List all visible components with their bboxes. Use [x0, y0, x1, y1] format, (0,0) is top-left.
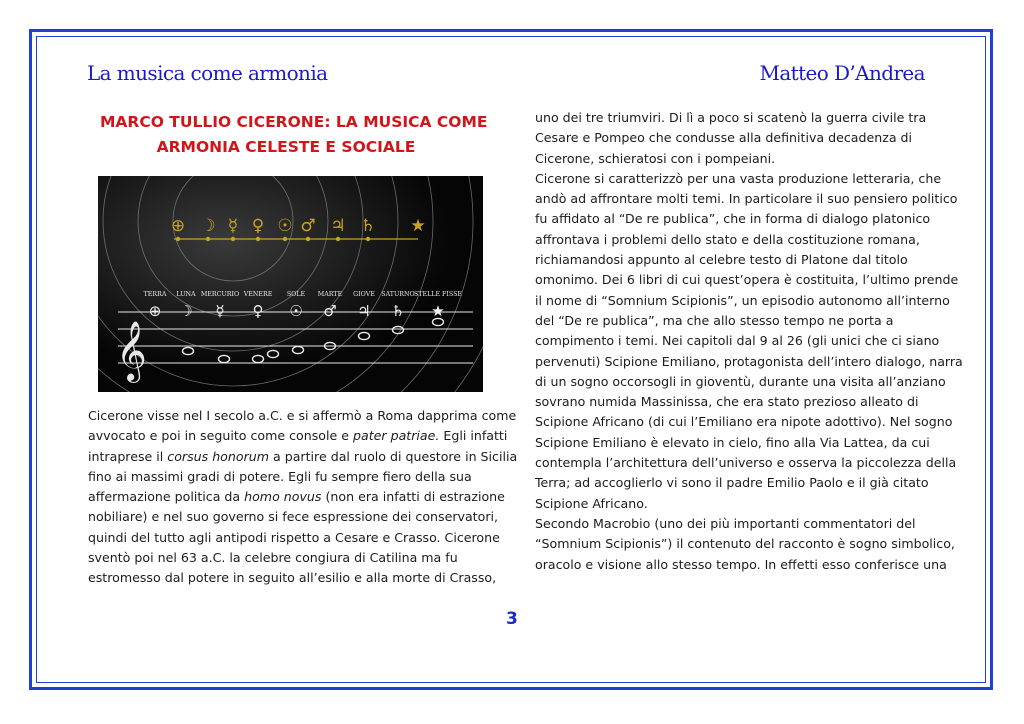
planet-symbol: ♀ — [251, 216, 265, 236]
staff-planet-symbol: ☉ — [289, 302, 303, 320]
left-line: intraprese il corsus honorum a partire dal ruolo di questore in Sicilia — [88, 448, 518, 464]
right-line: omonimo. Dei 6 libri di cui quest’opera è costituita, l’ultimo prende — [535, 272, 959, 288]
right-line: il nome di “Somnium Scipionis”, un episodio autonomo all’interno — [535, 292, 950, 308]
axis-dot — [256, 237, 260, 241]
axis-dot — [283, 237, 287, 241]
right-line: del “De re publica”, ma che allo stesso tempo ne porta a — [535, 312, 894, 328]
right-line: di un sogno occorsogli in gioventù, durante una visita all’anziano — [535, 373, 946, 389]
right-line: compimento i temi. Nei capitoli dal 9 al 26 (gli unici che ci siano — [535, 333, 940, 349]
section-title-line-1: MARCO TULLIO CICERONE: LA MUSICA COME — [100, 113, 488, 131]
left-line: affermazione politica da homo novus (non era infatti di estrazione — [88, 489, 505, 505]
axis-dot — [336, 237, 340, 241]
right-line: uno dei tre triumviri. Di lì a poco si scatenò la guerra civile tra — [535, 110, 927, 125]
figure-drawing — [98, 176, 483, 392]
axis-dot — [231, 237, 235, 241]
header-author: Matteo D’Andrea — [759, 61, 925, 85]
right-line: oracolo e visione allo stesso tempo. In effetti esso conferisce una — [535, 556, 947, 572]
right-line: affrontava i problemi dello stato e della costituzione romana, — [535, 231, 920, 247]
right-line: pervenuti) Scipione Emiliano, protagonista dell’intero dialogo, narra — [535, 353, 963, 369]
planet-symbol: ♃ — [330, 216, 346, 236]
right-line: richiamandosi appunto al celebre testo di Platone dal titolo — [535, 252, 908, 268]
staff-planet-symbol: ☿ — [215, 302, 225, 320]
planet-label: LUNA — [176, 291, 196, 298]
left-line: quindi del tutto agli antipodi rispetto a Cesare e Crasso. Cicerone — [88, 529, 500, 545]
axis-dot — [306, 237, 310, 241]
planet-symbol: ★ — [410, 216, 426, 236]
planet-label: MERCURIO — [200, 291, 240, 298]
treble-clef-icon: 𝄞 — [116, 321, 147, 381]
staff-planet-symbol: ♃ — [357, 302, 371, 320]
right-line: Scipione Africano. — [535, 495, 648, 511]
planet-symbol: ♂ — [300, 216, 316, 236]
right-line: Cicerone, schieratosi con i pompeiani. — [535, 150, 776, 166]
axis-dot — [206, 237, 210, 241]
planet-label: VENERE — [243, 291, 273, 298]
right-line: Scipione Emiliano è elevato in cielo, fino alla Via Lattea, da cui — [535, 434, 930, 450]
left-line: nobiliare) e nel suo governo si fece espressione dei conservatori, — [88, 509, 499, 525]
planet-label: TERRA — [143, 291, 167, 298]
left-line: estromesso dal potere in seguito all’esilio e alla morte di Crasso, — [88, 570, 497, 586]
planet-symbol: ♄ — [360, 216, 376, 236]
right-column-text — [535, 108, 963, 575]
planet-symbol: ☽ — [200, 216, 216, 236]
axis-dot — [176, 237, 180, 241]
planet-labels — [144, 291, 463, 298]
planet-label: STELLE FISSE — [413, 291, 463, 298]
header-title: La musica come armonia — [87, 61, 328, 85]
staff-planet-symbol: ☽ — [179, 302, 193, 320]
axis-dot — [366, 237, 370, 241]
planet-label: SOLE — [286, 291, 306, 298]
planet-symbol: ⊕ — [170, 216, 186, 236]
staff-planet-symbol: ♄ — [391, 302, 405, 320]
right-line: Scipione Africano (di cui l’Emiliano era nipote adottivo). Nel sogno — [535, 414, 953, 430]
right-line: sovrano numida Massinissa, che era stato prezioso alleato di — [535, 394, 919, 410]
right-line: Terra; ad accoglierlo vi sono il padre Emilio Paolo e il già citato — [535, 475, 929, 491]
planet-label: SATURNO — [381, 291, 415, 298]
right-line: “Somnium Scipionis”) il contenuto del racconto è sogno simbolico, — [535, 536, 955, 552]
italic-term: pater patriae. — [353, 428, 440, 444]
left-line: fino ai massimi gradi di potere. Egli fu sempre fiero della sua — [88, 468, 472, 484]
page-number: 3 — [506, 609, 518, 629]
right-line: Secondo Macrobio (uno dei più importanti commentatori del — [535, 515, 916, 531]
right-line: Cesare e Pompeo che condusse alla definitiva decadenza di — [535, 130, 913, 146]
right-line: fu affidato al “De re publica”, che in forma di dialogo platonico — [535, 211, 931, 227]
planet-symbol: ☉ — [277, 216, 293, 236]
right-line: andò ad affrontare molti temi. In particolare il suo pensiero politico — [535, 191, 958, 207]
section-title-line-2: ARMONIA CELESTE E SOCIALE — [156, 138, 416, 156]
planet-label: MARTE — [317, 291, 343, 298]
italic-term: homo novus — [244, 489, 322, 505]
staff-planet-symbol: ♂ — [323, 302, 337, 320]
right-line: Cicerone si caratterizzò per una vasta produzione letteraria, che — [535, 170, 942, 186]
planet-symbol: ☿ — [227, 216, 239, 236]
staff-planet-symbol: ♀ — [252, 302, 264, 320]
italic-term: corsus honorum — [167, 448, 269, 464]
section-title — [100, 110, 488, 160]
left-line: Cicerone visse nel I secolo a.C. e si affermò a Roma dapprima come — [88, 408, 517, 423]
right-line: contempla l’architettura dell’universo e osserva la piccolezza della — [535, 455, 957, 471]
harmony-of-spheres-figure — [98, 176, 483, 392]
staff-planet-symbol: ⊕ — [148, 302, 162, 320]
left-line: avvocato e poi in seguito come console e pater patriae. Egli infatti — [88, 428, 508, 444]
left-line: sventò poi nel 63 a.C. la celebre congiura di Catilina ma fu — [88, 550, 458, 566]
staff-planet-symbol: ★ — [431, 302, 445, 320]
planet-label: GIOVE — [353, 291, 375, 298]
left-column-text — [88, 406, 518, 589]
